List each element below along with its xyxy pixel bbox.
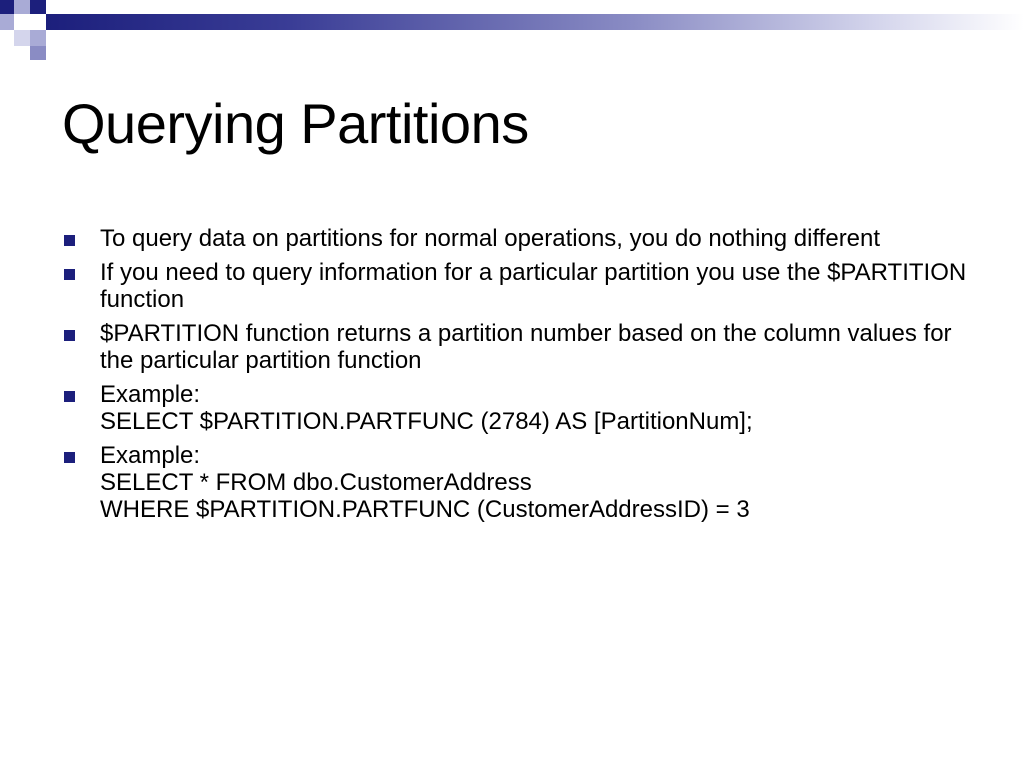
decorative-square xyxy=(0,14,14,30)
bullet-text: SELECT $PARTITION.PARTFUNC (2784) AS [PartitionNum]; xyxy=(100,408,753,435)
square-bullet-icon xyxy=(64,330,75,341)
bullet-text: To query data on partitions for normal operations, you do nothing different xyxy=(100,225,881,252)
square-bullet-icon xyxy=(64,391,75,402)
bullet-text: If you need to query information for a particular partition you use the $PARTITION function xyxy=(100,259,967,313)
bullet-item xyxy=(62,225,982,252)
bullet-list xyxy=(62,225,982,530)
header-gradient-bar xyxy=(46,14,1024,30)
decorative-square xyxy=(14,0,30,14)
bullet-text: Example: xyxy=(100,381,201,408)
square-bullet-icon xyxy=(64,269,75,280)
bullet-text: WHERE $PARTITION.PARTFUNC (CustomerAddressID) = 3 xyxy=(100,496,750,523)
bullet-item xyxy=(62,259,982,313)
decorative-square xyxy=(14,30,30,46)
bullet-item xyxy=(62,442,982,523)
header-decoration xyxy=(0,0,1024,64)
bullet-item xyxy=(62,381,982,435)
slide-title: Querying Partitions xyxy=(62,92,529,155)
square-bullet-icon xyxy=(64,235,75,246)
decorative-square xyxy=(30,30,46,46)
decorative-square xyxy=(30,0,46,14)
square-bullet-icon xyxy=(64,452,75,463)
bullet-text: SELECT * FROM dbo.CustomerAddress xyxy=(100,469,532,496)
bullet-text: $PARTITION function returns a partition number based on the column values for the particular partition function xyxy=(100,320,952,374)
bullet-text: Example: xyxy=(100,442,201,469)
decorative-square xyxy=(0,0,14,14)
decorative-square xyxy=(30,46,46,60)
bullet-item xyxy=(62,320,982,374)
